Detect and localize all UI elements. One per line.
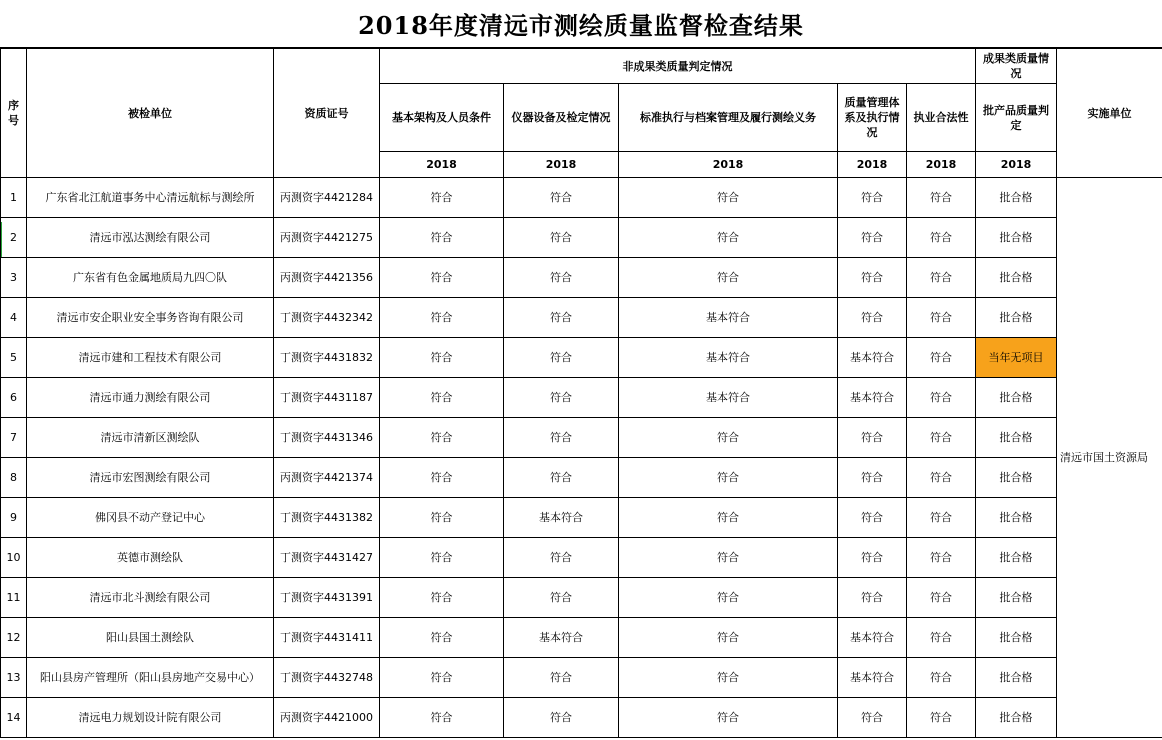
header-cert[interactable]: 资质证号 [274, 49, 380, 178]
cell-c5[interactable]: 符合 [907, 618, 976, 658]
cell-c3[interactable]: 符合 [619, 458, 838, 498]
table-row [1, 418, 1162, 458]
cell-index[interactable]: 4 [1, 298, 27, 338]
cell-cert[interactable]: 丁测资字4432748 [274, 658, 380, 698]
table-row [1, 658, 1162, 698]
cell-c6[interactable]: 批合格 [976, 538, 1057, 578]
cell-index[interactable]: 7 [1, 418, 27, 458]
cell-unit[interactable]: 清远市宏图测绘有限公司 [27, 458, 274, 498]
table-row [1, 698, 1162, 738]
cell-c6[interactable]: 批合格 [976, 658, 1057, 698]
cell-index[interactable]: 6 [1, 378, 27, 418]
cell-c1[interactable]: 符合 [380, 458, 504, 498]
cell-c2[interactable]: 符合 [504, 298, 619, 338]
cell-c5[interactable]: 符合 [907, 658, 976, 698]
cell-unit[interactable]: 英德市测绘队 [27, 538, 274, 578]
table-row [1, 298, 1162, 338]
cell-c5[interactable]: 符合 [907, 338, 976, 378]
header-sub-5[interactable]: 执业合法性 [907, 84, 976, 152]
cell-c5[interactable]: 符合 [907, 498, 976, 538]
results-table [0, 48, 1162, 738]
cell-c5[interactable]: 符合 [907, 378, 976, 418]
cell-c4[interactable]: 基本符合 [838, 338, 907, 378]
cell-c2[interactable]: 符合 [504, 458, 619, 498]
cell-index[interactable]: 5 [1, 338, 27, 378]
cell-cert[interactable]: 丙测资字4421000 [274, 698, 380, 738]
header-non-product-group[interactable]: 非成果类质量判定情况 [380, 49, 976, 84]
header-year-5[interactable]: 2018 [907, 152, 976, 178]
cell-c2[interactable]: 符合 [504, 178, 619, 218]
cell-c1[interactable]: 符合 [380, 258, 504, 298]
table-row [1, 618, 1162, 658]
cell-index[interactable]: 9 [1, 498, 27, 538]
header-year-1[interactable]: 2018 [380, 152, 504, 178]
cell-unit[interactable]: 清远市北斗测绘有限公司 [27, 578, 274, 618]
cell-c6[interactable]: 批合格 [976, 458, 1057, 498]
cell-c6[interactable]: 批合格 [976, 258, 1057, 298]
cell-c4[interactable]: 符合 [838, 458, 907, 498]
cell-unit[interactable]: 阳山县国土测绘队 [27, 618, 274, 658]
cell-c3[interactable]: 符合 [619, 498, 838, 538]
cell-cert[interactable]: 丁测资字4432342 [274, 298, 380, 338]
cell-c6[interactable]: 批合格 [976, 378, 1057, 418]
cell-c5[interactable]: 符合 [907, 258, 976, 298]
cell-cert[interactable]: 丁测资字4431391 [274, 578, 380, 618]
cell-c2[interactable]: 符合 [504, 378, 619, 418]
cell-c4[interactable]: 符合 [838, 538, 907, 578]
cell-c4[interactable]: 符合 [838, 498, 907, 538]
cell-cert[interactable]: 丁测资字4431427 [274, 538, 380, 578]
cell-c1[interactable]: 符合 [380, 578, 504, 618]
cell-index[interactable]: 11 [1, 578, 27, 618]
cell-unit[interactable]: 清远市建和工程技术有限公司 [27, 338, 274, 378]
cell-c5[interactable]: 符合 [907, 538, 976, 578]
header-sub-3[interactable]: 标准执行与档案管理及履行测绘义务 [619, 84, 838, 152]
cell-c5[interactable]: 符合 [907, 178, 976, 218]
page-title: 2018年度清远市测绘质量监督检查结果 [358, 11, 804, 40]
cell-index[interactable]: 13 [1, 658, 27, 698]
table-row [1, 458, 1162, 498]
header-sub-2[interactable]: 仪器设备及检定情况 [504, 84, 619, 152]
cell-c3[interactable]: 符合 [619, 418, 838, 458]
cell-cert[interactable]: 丙测资字4421356 [274, 258, 380, 298]
cell-c6[interactable]: 批合格 [976, 578, 1057, 618]
cell-c2[interactable]: 符合 [504, 538, 619, 578]
cell-c4[interactable]: 基本符合 [838, 658, 907, 698]
cell-c5[interactable]: 符合 [907, 458, 976, 498]
title-row[interactable] [0, 0, 1162, 48]
table-row [1, 578, 1162, 618]
cell-unit[interactable]: 阳山县房产管理所（阳山县房地产交易中心） [27, 658, 274, 698]
table-row [1, 498, 1162, 538]
cell-cert[interactable]: 丙测资字4421284 [274, 178, 380, 218]
cell-c1[interactable]: 符合 [380, 338, 504, 378]
cell-c2[interactable]: 符合 [504, 418, 619, 458]
cell-c6[interactable]: 批合格 [976, 618, 1057, 658]
table-row [1, 378, 1162, 418]
cell-c1[interactable]: 符合 [380, 498, 504, 538]
header-sub-4[interactable]: 质量管理体系及执行情况 [838, 84, 907, 152]
cell-unit[interactable]: 广东省北江航道事务中心清远航标与测绘所 [27, 178, 274, 218]
header-year-4[interactable]: 2018 [838, 152, 907, 178]
table-row [1, 258, 1162, 298]
cell-c4[interactable]: 基本符合 [838, 618, 907, 658]
header-implementer[interactable]: 实施单位 [1057, 49, 1162, 178]
cell-c2[interactable]: 符合 [504, 658, 619, 698]
cell-c3[interactable]: 符合 [619, 538, 838, 578]
cell-c5[interactable]: 符合 [907, 698, 976, 738]
cell-c5[interactable]: 符合 [907, 578, 976, 618]
cell-c1[interactable]: 符合 [380, 618, 504, 658]
cell-c3[interactable]: 基本符合 [619, 338, 838, 378]
cell-c5[interactable]: 符合 [907, 218, 976, 258]
cell-unit[interactable]: 清远电力规划设计院有限公司 [27, 698, 274, 738]
cell-c4[interactable]: 符合 [838, 418, 907, 458]
header-unit[interactable]: 被检单位 [27, 49, 274, 178]
cell-unit[interactable]: 佛冈县不动产登记中心 [27, 498, 274, 538]
cell-c2[interactable]: 符合 [504, 338, 619, 378]
table-row [1, 178, 1162, 218]
cell-c4[interactable]: 符合 [838, 578, 907, 618]
cell-unit[interactable]: 广东省有色金属地质局九四〇队 [27, 258, 274, 298]
header-product-group[interactable]: 成果类质量情况 [976, 49, 1057, 84]
cell-c2[interactable]: 符合 [504, 698, 619, 738]
cell-c5[interactable]: 符合 [907, 298, 976, 338]
cell-c1[interactable]: 符合 [380, 298, 504, 338]
cell-c1[interactable]: 符合 [380, 418, 504, 458]
cell-unit[interactable]: 清远市通力测绘有限公司 [27, 378, 274, 418]
cell-c4[interactable]: 符合 [838, 258, 907, 298]
cell-c6[interactable]: 批合格 [976, 498, 1057, 538]
cell-cert[interactable]: 丙测资字4421275 [274, 218, 380, 258]
cell-c1[interactable]: 符合 [380, 658, 504, 698]
cell-c3[interactable]: 基本符合 [619, 378, 838, 418]
cell-index[interactable]: 2 [1, 218, 27, 258]
cell-c4[interactable]: 基本符合 [838, 378, 907, 418]
cell-c3[interactable]: 符合 [619, 658, 838, 698]
table-row [1, 538, 1162, 578]
cell-index[interactable]: 12 [1, 618, 27, 658]
cell-c4[interactable]: 符合 [838, 178, 907, 218]
cell-c3[interactable]: 符合 [619, 258, 838, 298]
cell-c6[interactable]: 批合格 [976, 178, 1057, 218]
header-year-3[interactable]: 2018 [619, 152, 838, 178]
cell-c2[interactable]: 基本符合 [504, 498, 619, 538]
cell-c6[interactable]: 批合格 [976, 298, 1057, 338]
cell-c3[interactable]: 符合 [619, 218, 838, 258]
cell-c3[interactable]: 符合 [619, 578, 838, 618]
cell-c6[interactable]: 批合格 [976, 218, 1057, 258]
cell-index[interactable]: 14 [1, 698, 27, 738]
header-sub-1[interactable]: 基本架构及人员条件 [380, 84, 504, 152]
cell-c3[interactable]: 符合 [619, 178, 838, 218]
cell-c2[interactable]: 符合 [504, 258, 619, 298]
cell-cert[interactable]: 丁测资字4431382 [274, 498, 380, 538]
cell-c2[interactable]: 符合 [504, 578, 619, 618]
cell-cert[interactable]: 丁测资字4431346 [274, 418, 380, 458]
cell-index[interactable]: 1 [1, 178, 27, 218]
cell-c3[interactable]: 基本符合 [619, 298, 838, 338]
cell-c2[interactable]: 符合 [504, 218, 619, 258]
cell-c1[interactable]: 符合 [380, 218, 504, 258]
cell-cert[interactable]: 丁测资字4431832 [274, 338, 380, 378]
cell-cert[interactable]: 丙测资字4421374 [274, 458, 380, 498]
cell-index[interactable]: 10 [1, 538, 27, 578]
cell-index[interactable]: 3 [1, 258, 27, 298]
cell-c1[interactable]: 符合 [380, 538, 504, 578]
cell-index[interactable]: 8 [1, 458, 27, 498]
cell-c4[interactable]: 符合 [838, 218, 907, 258]
cell-c6[interactable]: 批合格 [976, 698, 1057, 738]
cell-c1[interactable]: 符合 [380, 178, 504, 218]
cell-c4[interactable]: 符合 [838, 698, 907, 738]
cell-unit[interactable]: 清远市清新区测绘队 [27, 418, 274, 458]
header-sub-6[interactable]: 批产品质量判定 [976, 84, 1057, 152]
cell-c6-highlighted[interactable]: 当年无项目 [976, 338, 1057, 378]
table-row [1, 338, 1162, 378]
cell-c2[interactable]: 基本符合 [504, 618, 619, 658]
cell-c3[interactable]: 符合 [619, 698, 838, 738]
cell-cert[interactable]: 丁测资字4431411 [274, 618, 380, 658]
cell-c1[interactable]: 符合 [380, 378, 504, 418]
table-row [1, 218, 1162, 258]
cell-c4[interactable]: 符合 [838, 298, 907, 338]
header-year-2[interactable]: 2018 [504, 152, 619, 178]
cell-c5[interactable]: 符合 [907, 418, 976, 458]
cell-c1[interactable]: 符合 [380, 698, 504, 738]
cell-unit[interactable]: 清远市安企职业安全事务咨询有限公司 [27, 298, 274, 338]
header-year-6[interactable]: 2018 [976, 152, 1057, 178]
cell-c6[interactable]: 批合格 [976, 418, 1057, 458]
cell-cert[interactable]: 丁测资字4431187 [274, 378, 380, 418]
cell-c3[interactable]: 符合 [619, 618, 838, 658]
cell-unit[interactable]: 清远市泓达测绘有限公司 [27, 218, 274, 258]
cell-implementer[interactable]: 清远市国土资源局 [1057, 178, 1162, 738]
header-index[interactable]: 序号 [1, 49, 27, 178]
